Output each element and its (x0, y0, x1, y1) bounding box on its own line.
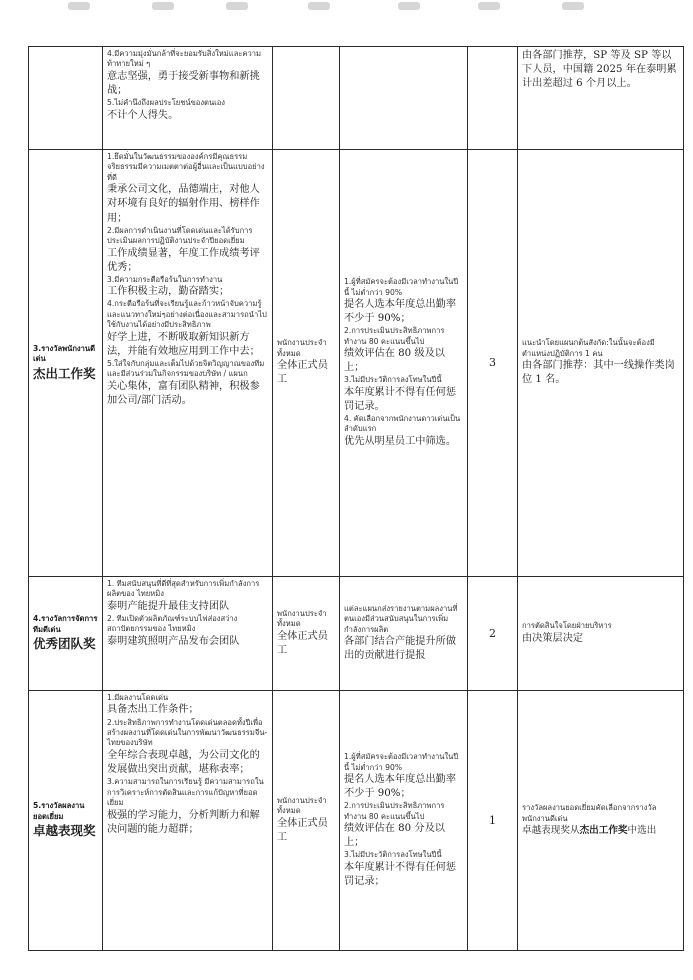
requirement-zh: 绩效评估在 80 级及以上； (344, 348, 445, 374)
criteria-cell (103, 577, 273, 691)
note-zh-post: 中选出 (627, 825, 657, 837)
requirement-zh: 提名人选本年度总出勤率不少于 90%； (344, 299, 457, 325)
note-cell (518, 691, 684, 951)
criteria-thai: 3.มีความกระตือรือร้นในการทำงาน (107, 274, 223, 284)
binder-hole (226, 2, 248, 10)
criteria-zh: 不计个人得失。 (107, 109, 179, 121)
requirement-thai: 4. คัดเลือกจากพนักงานดาวเด่นเป็นลำดับแรก (344, 413, 461, 434)
note-cell (518, 150, 684, 577)
table-row-outstanding-performance (29, 691, 684, 951)
criteria-zh: 关心集体，富有团队精神，积极参加公司/部门活动。 (107, 380, 260, 406)
requirement-cell (340, 577, 468, 691)
criteria-zh: 具备杰出工作条件； (107, 704, 199, 716)
requirement-cell (340, 691, 468, 951)
requirement-thai: 2.การประเมินประสิทธิภาพการทำงาน 80 คะแนนขึ้นไป (344, 326, 445, 346)
requirement-cell (340, 47, 468, 150)
requirement-thai: 1.ผู้ที่สมัครจะต้องมีเวลาทำงานในปีนี้ ไม่ต่ำกว่า 90% (344, 752, 459, 772)
table-row-excellent-team (29, 577, 684, 691)
award-table (28, 46, 684, 951)
binder-hole (398, 2, 420, 10)
binder-hole (68, 2, 90, 10)
criteria-thai: 1.ยึดมั่นในวัฒนธรรมขององค์กรมีคุณธรรมจริยธรรมมีความเมตตาต่อผู้อื่นและเป็นแบบอย่างที่ดี (107, 152, 265, 182)
eligibility-thai: พนักงานประจำทั้งหมด (277, 338, 327, 358)
criteria-thai: 5.ไม่คำนึงถึงผลประโยชน์ของตนเอง (107, 98, 226, 108)
criteria-thai: 2.ประสิทธิภาพการทำงานโดดเด่นตลอดทั้งปีเพื่อสร้างผลงานที่โดดเด่นในการพัฒนาวัฒนธรรมจีน-ไทยของบริษัท (107, 717, 268, 748)
criteria-thai: 4.กระตือรือร้นที่จะเรียนรู้และก้าวหน้าจับความรู้และแนวทางใหม่ๆอย่างต่อเนื่องและสามารถนำไปใช้กับงานได้อย่างมีประสิทธิภาพ (107, 299, 267, 330)
requirement-cell (340, 150, 468, 577)
criteria-thai: 1.มีผลงานโดดเด่น (107, 693, 169, 702)
award-name-thai: 3.รางวัลพนักงานดีเด่น (33, 343, 96, 364)
note-thai: รางวัลผลงานยอดเยี่ยมคัดเลือกจากรางวัลพนักงานดีเด่น (522, 803, 657, 823)
eligibility-cell (273, 47, 340, 150)
award-name-cell (29, 47, 103, 150)
binder-hole (152, 2, 174, 10)
requirement-zh: 本年度累计不得有任何惩罚记录。 (344, 386, 457, 412)
award-name-thai: 4.รางวัลการจัดการทีมดีเด่น (33, 614, 98, 634)
binder-hole (308, 2, 330, 10)
requirement-thai: แต่ละแผนกส่งรายงานตามผลงานที่ตนเองมีส่วนสนับสนุนในการเพิ่มกำลังการผลิต (344, 603, 458, 634)
eligibility-zh: 全体正式员工 (277, 360, 328, 386)
criteria-zh: 泰明产能提升最佳支持团队 (107, 600, 230, 612)
note-zh: 由决策层决定 (522, 632, 584, 644)
requirement-zh: 绩效评估在 80 分及以上； (344, 823, 445, 849)
eligibility-cell (273, 577, 340, 691)
note-zh (522, 824, 679, 837)
count-cell (468, 47, 518, 150)
binder-hole (562, 2, 584, 10)
requirement-zh: 本年度累计不得有任何惩罚记录； (344, 861, 457, 887)
eligibility-zh: 全体正式员工 (277, 817, 328, 843)
award-name-zh: 杰出工作奖 (33, 365, 96, 381)
criteria-zh: 极强的学习能力，分析判断力和解决问题的能力超群； (107, 809, 260, 835)
binder-holes (0, 0, 693, 14)
award-name-thai: 5.รางวัลผลงานยอดเยี่ยม (33, 801, 85, 821)
criteria-thai: 3.ความสามารถในการเรียนรู้ มีความสามารถในการวิเคราะห์การตัดสินและการแก้ปัญหาที่ยอดเยี่ยม (107, 777, 264, 808)
criteria-zh: 工作成绩显著，年度工作成绩考评优秀； (107, 247, 260, 273)
criteria-cell (103, 150, 273, 577)
note-thai: การตัดสินใจโดยฝ่ายบริหาร (522, 621, 612, 631)
count-cell: 1 (468, 691, 518, 951)
note-cell (518, 577, 684, 691)
note-zh: 由各部门推荐：其中一线操作类岗位 1 名。 (522, 360, 675, 386)
eligibility-cell (273, 691, 340, 951)
count-cell: 2 (468, 577, 518, 691)
criteria-thai: 2.มีผลการดำเนินงานที่โดดเด่นและได้รับการประเมินผลการปฏิบัติงานประจำปียอดเยี่ยม (107, 225, 253, 246)
requirement-thai: 3.ไม่มีประวัติการลงโทษในปีนี้ (344, 375, 442, 385)
criteria-zh: 工作积极主动，勤奋踏实； (107, 286, 230, 298)
requirement-zh: 各部门结合产能提升所做出的贡献进行提报 (344, 636, 457, 662)
note-zh-bold: 杰出工作奖 (579, 825, 628, 837)
requirement-zh: 提名人选本年度总出勤率不少于 90%； (344, 774, 457, 800)
criteria-zh: 意志坚强，勇于接受新事物和新挑战； (107, 70, 260, 97)
note-cell (518, 47, 684, 150)
note-zh-pre: 卓越表现奖从 (522, 825, 580, 837)
criteria-cell (103, 691, 273, 951)
count-cell: 3 (468, 150, 518, 577)
requirement-zh: 优先从明星员工中筛选。 (344, 435, 457, 447)
award-name-zh: 优秀团队奖 (33, 636, 96, 652)
note-thai: แนะนำโดยแผนกต้นสังกัด:ในนั้นจะต้องมีตำแหน่งปฏิบัติการ 1 คน (522, 338, 655, 358)
criteria-thai: 4.มีความมุ่งมั่นกล้าที่จะยอมรับสิ่งใหม่และความท้าทายใหม่ ๆ (107, 49, 262, 69)
table-row-continuation (29, 47, 684, 150)
binder-hole (478, 2, 500, 10)
criteria-zh: 泰明建筑照明产品发布会团队 (107, 635, 240, 647)
criteria-zh: 全年综合表现卓越，为公司文化的发展做出突出贡献，堪称表率； (107, 749, 260, 776)
criteria-thai: 1. ทีมสนับสนุนที่ดีที่สุดสำหรับการเพิ่มกำลังการผลิตของ ไทยหมิง (107, 579, 260, 599)
requirement-thai: 1.ผู้ที่สมัครจะต้องมีเวลาทำงานในปีนี้ ไม่ต่ำกว่า 90% (344, 277, 459, 297)
table-row-outstanding-employee (29, 150, 684, 577)
note-zh: 由各部门推荐，SP 等及 SP 等以下人员，中国籍 2025 年在泰明累计出差超过 6 个月以上。 (522, 50, 677, 90)
eligibility-cell (273, 150, 340, 577)
eligibility-zh: 全体正式员工 (277, 630, 328, 656)
award-name-cell (29, 150, 103, 577)
award-name-cell (29, 577, 103, 691)
criteria-thai: 2. ทีมเปิดตัวผลิตภัณฑ์ระบบไฟส่องสว่างสถาปัตยกรรมของ ไทยหมิง (107, 614, 238, 634)
criteria-cell (103, 47, 273, 150)
eligibility-thai: พนักงานประจำทั้งหมด (277, 608, 327, 629)
criteria-zh: 好学上进，不断吸取新知识新方法，并能有效地应用到工作中去； (107, 331, 260, 357)
award-name-cell (29, 691, 103, 951)
criteria-thai: 5.ใส่ใจกับกลุ่มและเต็มไปด้วยจิตวิญญาณของทีมและมีส่วนร่วมในกิจกรรมของบริษัท / แผนก (107, 358, 265, 379)
requirement-thai: 2.การประเมินประสิทธิภาพการทำงาน 80 คะแนนขึ้นไป (344, 801, 445, 821)
requirement-thai: 3.ไม่มีประวัติการลงโทษในปีนี้ (344, 850, 442, 860)
eligibility-thai: พนักงานประจำทั้งหมด (277, 795, 327, 816)
award-name-zh: 卓越表现奖 (33, 823, 96, 839)
criteria-zh: 秉承公司文化，品德端庄，对他人对环境有良好的辐射作用、榜样作用； (107, 184, 260, 224)
